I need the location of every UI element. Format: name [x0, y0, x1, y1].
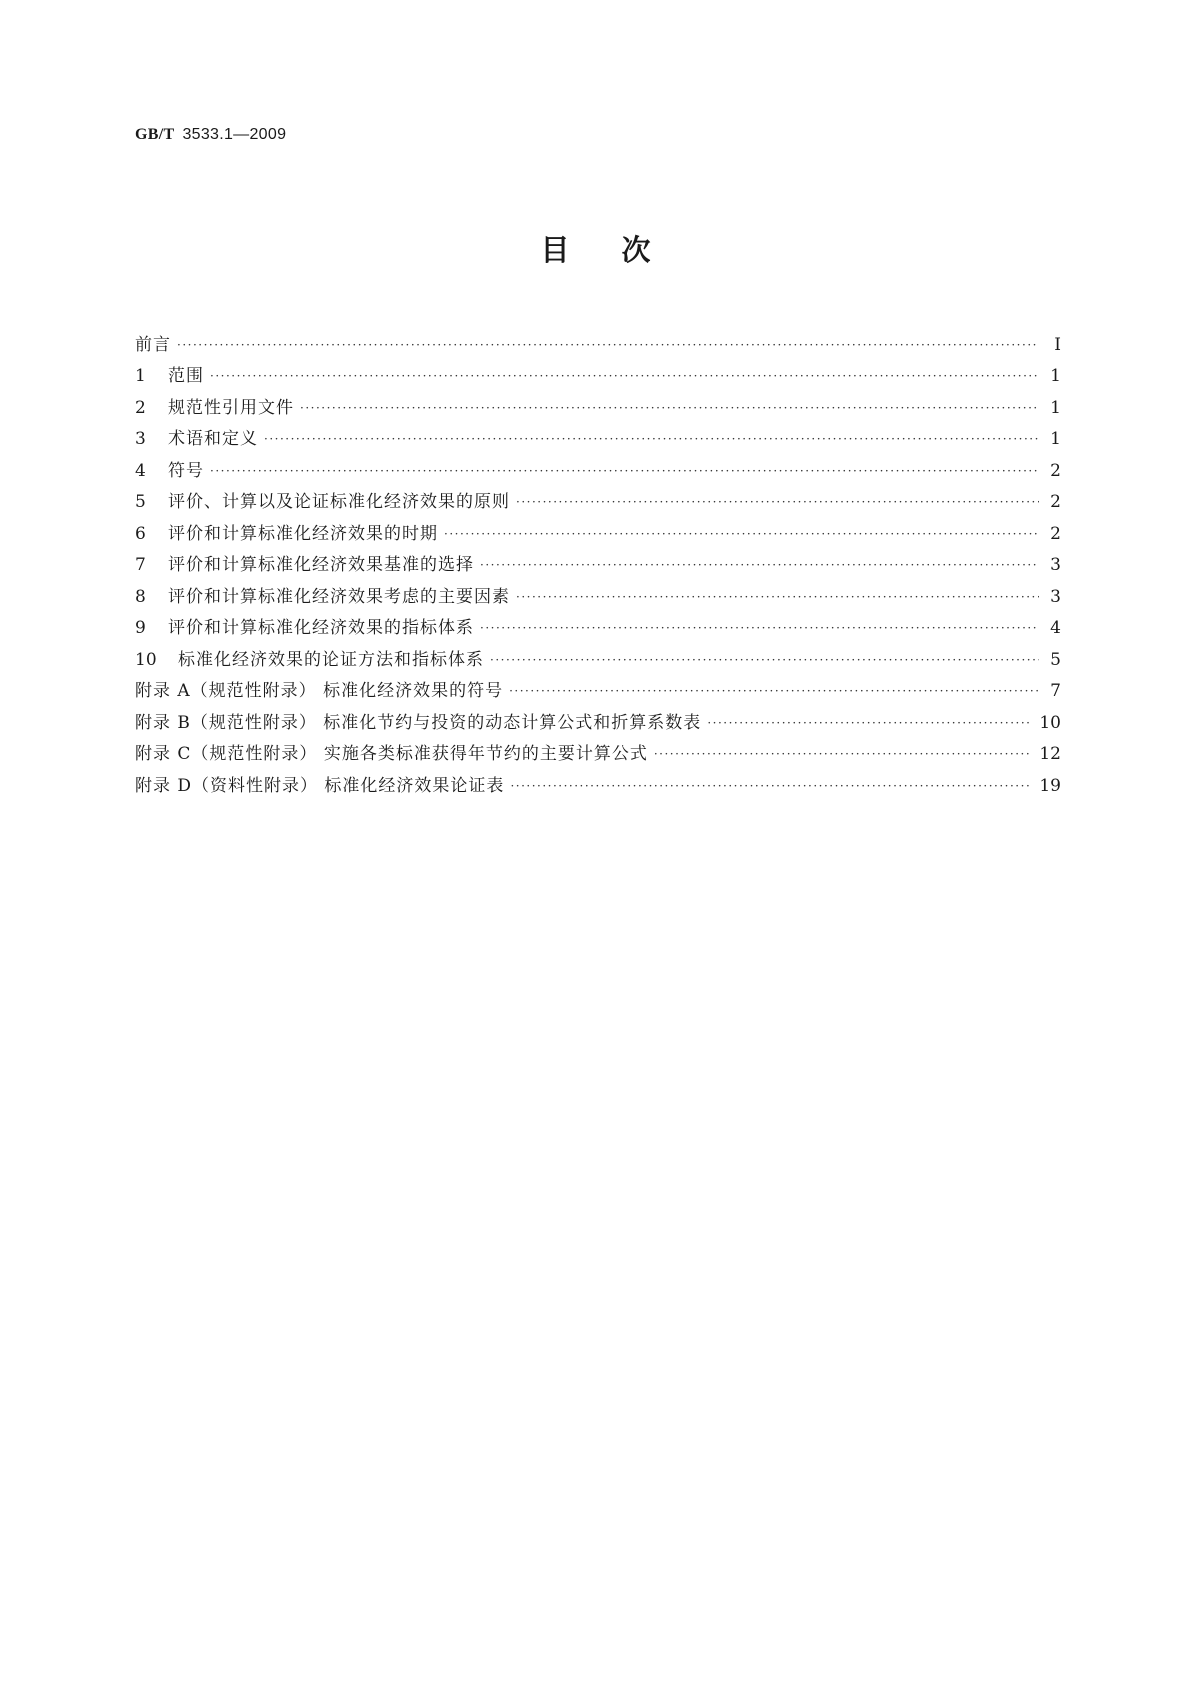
- toc-leader-dots: [510, 776, 1031, 796]
- toc-entry-title: 术语和定义: [168, 429, 258, 449]
- toc-entry-title: 评价、计算以及论证标准化经济效果的原则: [168, 492, 510, 512]
- toc-entry-page: 10: [1039, 712, 1061, 733]
- toc-entry-number: 6: [135, 523, 146, 544]
- standard-number: 3533.1—2009: [182, 126, 287, 143]
- table-of-contents: [135, 323, 1061, 796]
- toc-entry-page: 19: [1039, 775, 1061, 796]
- page-title: 目次: [540, 233, 703, 267]
- toc-entry-number: 1: [135, 366, 146, 386]
- toc-leader-dots: [264, 429, 1039, 449]
- toc-entry-number: 5: [135, 492, 146, 512]
- toc-entry-4[interactable]: [135, 449, 1061, 481]
- toc-entry-title: 附录 C（规范性附录） 实施各类标准获得年节约的主要计算公式: [135, 744, 648, 764]
- toc-entry-title: 附录 A（规范性附录） 标准化经济效果的符号: [135, 681, 504, 701]
- toc-leader-dots: [707, 713, 1031, 733]
- toc-entry-page: 3: [1050, 555, 1061, 575]
- toc-entry-page: 7: [1050, 681, 1061, 701]
- toc-entry-3[interactable]: [135, 418, 1061, 450]
- toc-leader-dots: [480, 618, 1039, 638]
- toc-entry-appendix-a[interactable]: [135, 670, 1061, 702]
- standard-prefix: GB/T: [135, 126, 175, 143]
- standard-code: [135, 126, 286, 144]
- toc-leader-dots: [300, 398, 1039, 418]
- toc-entry-page: 5: [1050, 649, 1061, 670]
- toc-entry-appendix-c[interactable]: [135, 733, 1061, 765]
- toc-entry-page: 2: [1050, 523, 1061, 544]
- toc-entry-title: 符号: [168, 460, 204, 481]
- toc-entry-page: 4: [1050, 618, 1061, 638]
- toc-entry-title: 范围: [168, 366, 204, 386]
- toc-entry-foreword[interactable]: [135, 323, 1061, 355]
- toc-entry-title: 标准化经济效果的论证方法和指标体系: [178, 649, 484, 670]
- toc-entry-number: 3: [135, 429, 146, 449]
- toc-entry-page: 12: [1039, 744, 1061, 764]
- toc-leader-dots: [509, 681, 1039, 701]
- toc-entry-number: 2: [135, 397, 146, 418]
- toc-entry-6[interactable]: [135, 512, 1061, 544]
- toc-entry-2[interactable]: [135, 386, 1061, 418]
- toc-entry-5[interactable]: [135, 481, 1061, 513]
- toc-leader-dots: [516, 587, 1039, 607]
- toc-entry-title: 前言: [135, 334, 171, 355]
- toc-entry-page: 1: [1050, 397, 1061, 418]
- toc-entry-page: 2: [1050, 460, 1061, 481]
- toc-leader-dots: [654, 744, 1032, 764]
- toc-entry-7[interactable]: [135, 544, 1061, 576]
- toc-entry-title: 规范性引用文件: [168, 397, 294, 418]
- toc-leader-dots: [480, 555, 1039, 575]
- toc-entry-appendix-b[interactable]: [135, 701, 1061, 733]
- toc-entry-title: 评价和计算标准化经济效果的时期: [168, 523, 438, 544]
- toc-entry-number: 7: [135, 555, 146, 575]
- toc-entry-appendix-d[interactable]: [135, 764, 1061, 796]
- toc-leader-dots: [177, 335, 1039, 355]
- toc-entry-title: 评价和计算标准化经济效果考虑的主要因素: [168, 586, 510, 607]
- toc-leader-dots: [210, 461, 1039, 481]
- toc-entry-page: 1: [1050, 366, 1061, 386]
- toc-entry-page: 1: [1050, 429, 1061, 449]
- toc-entry-10[interactable]: [135, 638, 1061, 670]
- toc-entry-title: 评价和计算标准化经济效果的指标体系: [168, 618, 474, 638]
- toc-leader-dots: [516, 492, 1039, 512]
- toc-entry-8[interactable]: [135, 575, 1061, 607]
- toc-entry-page: 2: [1050, 492, 1061, 512]
- toc-entry-number: 10: [135, 649, 157, 670]
- toc-entry-title: 附录 B（规范性附录） 标准化节约与投资的动态计算公式和折算系数表: [135, 712, 702, 733]
- toc-entry-title: 附录 D（资料性附录） 标准化经济效果论证表: [135, 775, 505, 796]
- toc-leader-dots: [444, 524, 1039, 544]
- toc-leader-dots: [210, 366, 1039, 386]
- toc-entry-number: 9: [135, 618, 146, 638]
- toc-entry-number: 4: [135, 460, 146, 481]
- toc-entry-page: Ⅰ: [1054, 334, 1061, 355]
- toc-entry-1[interactable]: [135, 355, 1061, 387]
- toc-entry-9[interactable]: [135, 607, 1061, 639]
- toc-entry-title: 评价和计算标准化经济效果基准的选择: [168, 555, 474, 575]
- toc-entry-number: 8: [135, 586, 146, 607]
- toc-entry-page: 3: [1050, 586, 1061, 607]
- toc-leader-dots: [490, 650, 1039, 670]
